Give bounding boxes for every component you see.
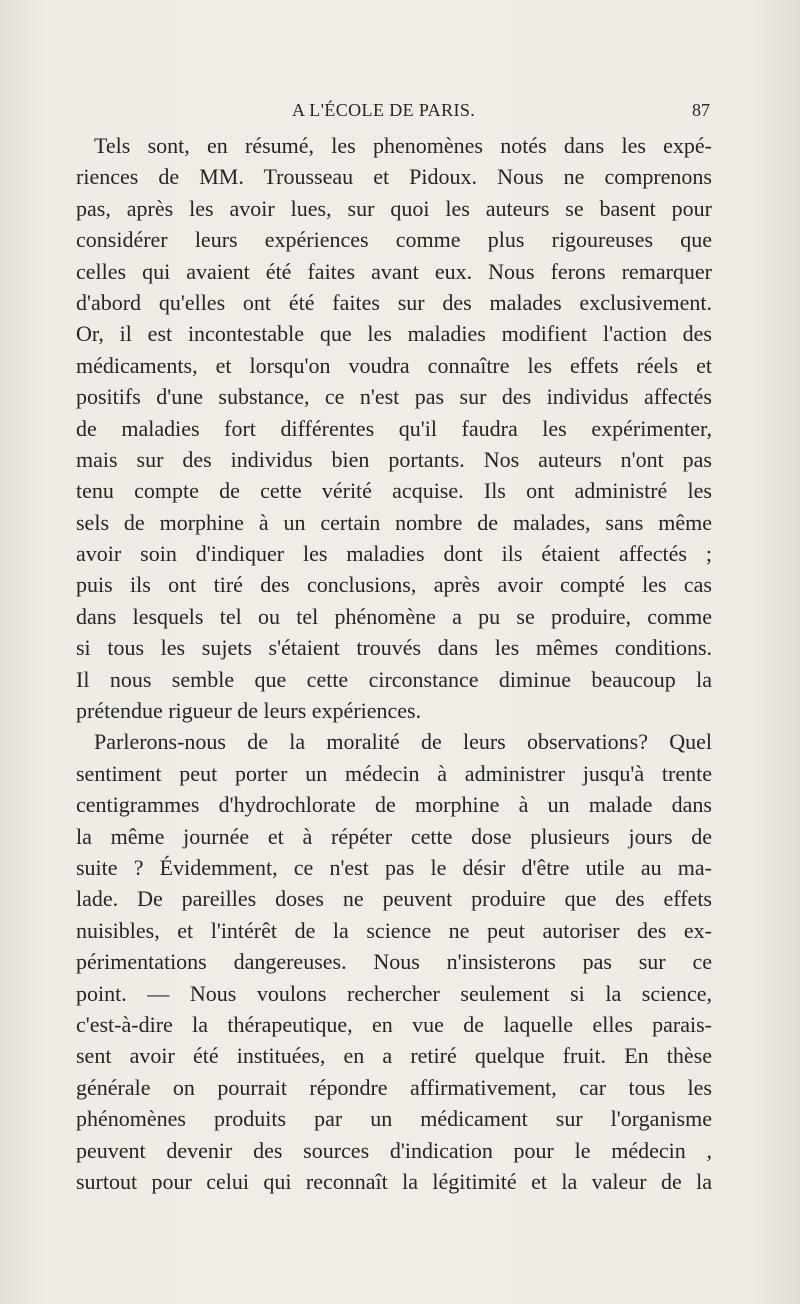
text-line: mais sur des individus bien portants. Nos auteurs n'ont pas: [76, 446, 712, 472]
text-line: Tels sont, en résumé, les phenomènes notés dans les expé-: [94, 133, 712, 158]
text-line: suite ? Évidemment, ce n'est pas le désir d'être utile au ma-: [76, 854, 712, 880]
text-line: celles qui avaient été faites avant eux. Nous ferons remarquer: [76, 258, 712, 284]
page-header: [86, 100, 710, 128]
text-line: phénomènes produits par un médicament sur l'organisme: [76, 1106, 712, 1132]
text-line: peuvent devenir des sources d'indication pour le médecin ,: [76, 1137, 712, 1163]
text-line: positifs d'une substance, ce n'est pas sur des individus affectés: [76, 384, 712, 410]
text-line: Il nous semble que cette circonstance diminue beaucoup la: [76, 666, 712, 692]
page-number: 87: [692, 100, 710, 120]
text-line: Parlerons-nous de la moralité de leurs observations? Quel: [94, 729, 712, 755]
text-line: tenu compte de cette vérité acquise. Ils ont administré les: [76, 478, 712, 504]
body-text: [76, 130, 712, 1197]
running-title: A L'ÉCOLE DE PARIS.: [292, 100, 476, 120]
text-line: générale on pourrait répondre affirmativement, car tous les: [76, 1074, 712, 1100]
text-line: de maladies fort différentes qu'il faudra les expérimenter,: [76, 415, 712, 441]
text-line: riences de MM. Trousseau et Pidoux. Nous ne comprenons: [76, 164, 712, 190]
text-line: sent avoir été instituées, en a retiré quelque fruit. En thèse: [76, 1043, 712, 1069]
text-line: dans lesquels tel ou tel phénomène a pu se produire, comme: [76, 603, 712, 629]
text-line: sentiment peut porter un médecin à administrer jusqu'à trente: [76, 760, 712, 786]
text-line: Or, il est incontestable que les maladies modifient l'action des: [76, 321, 712, 347]
text-line: si tous les sujets s'étaient trouvés dans les mêmes conditions.: [76, 635, 712, 661]
text-line: centigrammes d'hydrochlorate de morphine à un malade dans: [76, 792, 712, 818]
text-line: considérer leurs expériences comme plus rigoureuses que: [76, 227, 712, 253]
text-line: nuisibles, et l'intérêt de la science ne peut autoriser des ex-: [76, 917, 712, 943]
text-line: c'est-à-dire la thérapeutique, en vue de laquelle elles parais-: [76, 1011, 712, 1037]
text-line: sels de morphine à un certain nombre de malades, sans même: [76, 509, 712, 535]
text-line: la même journée et à répéter cette dose plusieurs jours de: [76, 823, 712, 849]
text-line: pas, après les avoir lues, sur quoi les auteurs se basent pour: [76, 195, 712, 221]
text-line: avoir soin d'indiquer les maladies dont ils étaient affectés ;: [76, 541, 712, 567]
text-line: lade. De pareilles doses ne peuvent produire que des effets: [76, 886, 712, 912]
text-line: périmentations dangereuses. Nous n'insisterons pas sur ce: [76, 949, 712, 975]
text-line: prétendue rigueur de leurs expériences.: [76, 698, 422, 724]
text-line: d'abord qu'elles ont été faites sur des malades exclusivement.: [76, 289, 712, 315]
text-line: point. — Nous voulons rechercher seulement si la science,: [76, 980, 712, 1006]
text-line: surtout pour celui qui reconnaît la légitimité et la valeur de la: [76, 1168, 712, 1194]
text-line: puis ils ont tiré des conclusions, après avoir compté les cas: [76, 572, 712, 598]
text-line: médicaments, et lorsqu'on voudra connaître les effets réels et: [76, 352, 712, 378]
